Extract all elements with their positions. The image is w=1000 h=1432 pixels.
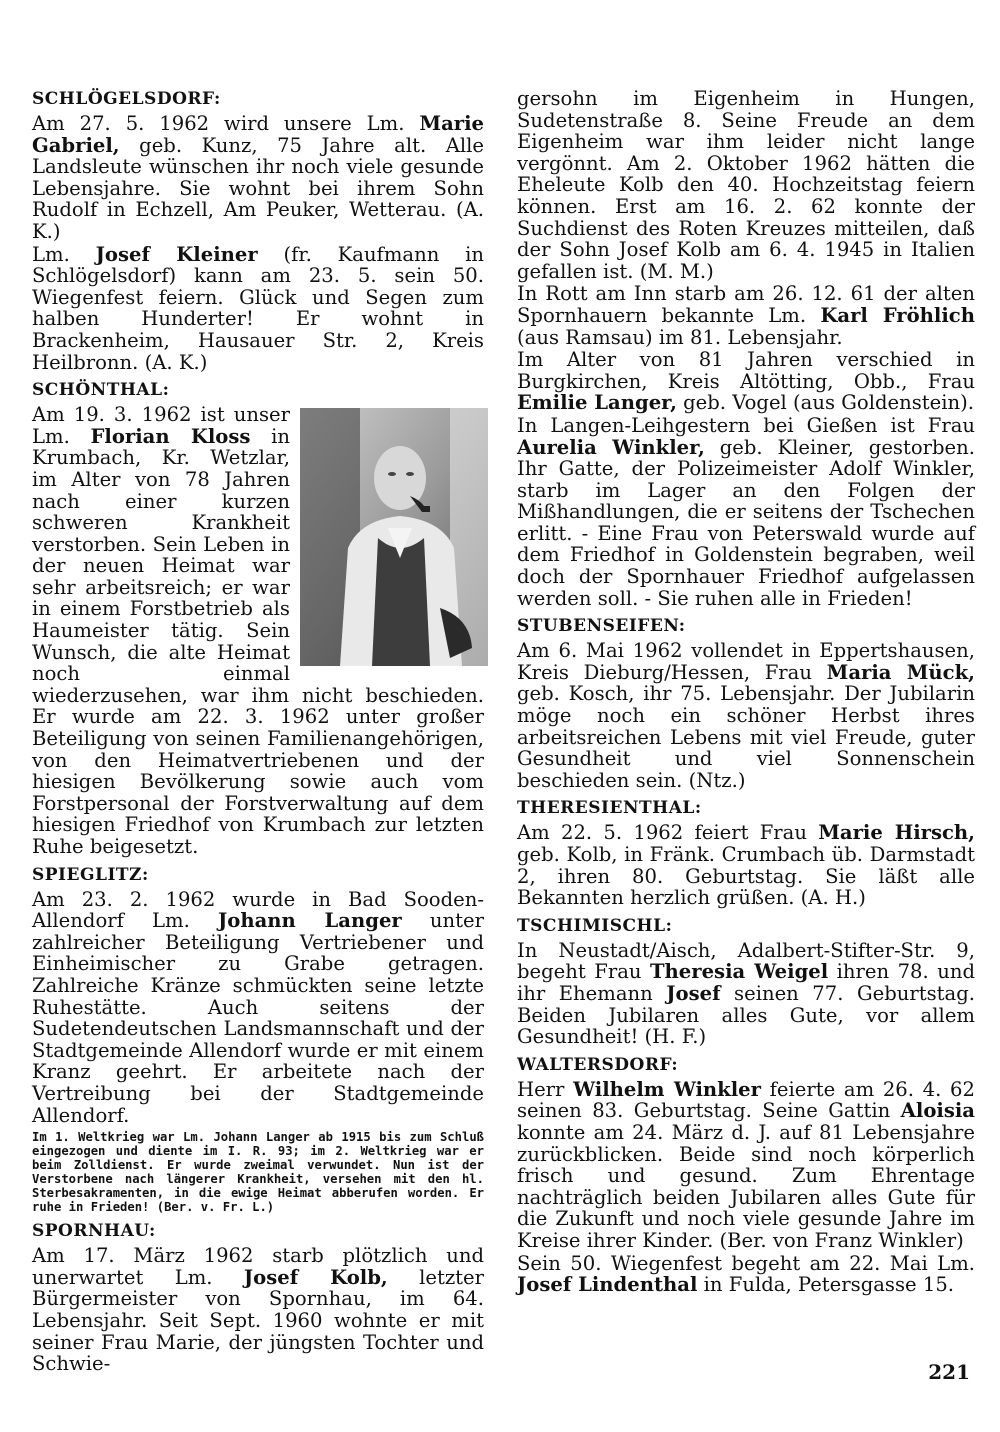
text-run: geb. Kolb, in Fränk. Crumbach üb. Darmstadt 2, ihren 80. Geburtstag. Sie läßt alle Bekannten herzlich grüßen. (A. H.) — [517, 843, 975, 910]
text-run: seinen 77. Geburtstag. Beiden Jubilaren alles Gute, vor allem Gesundheit! (H. F.) — [517, 981, 975, 1049]
bold-name: Florian Kloss — [90, 424, 251, 448]
paragraph — [517, 640, 975, 791]
paragraph — [517, 349, 975, 414]
right-column — [517, 88, 975, 1296]
section-heading-theresienthal: THERESIENTHAL: — [517, 798, 702, 819]
text-run: (fr. Kaufmann in Schlögelsdorf) kann am 23. 5. sein 50. Wiegenfest feiern. Glück und Segen zum halben Hunderter! Er wohnt in Brackenheim, Hausauer Str. 2, Kreis Heilbronn. (A. K.) — [32, 242, 484, 374]
text-run: (aus Ramsau) im 81. Lebensjahr. — [517, 325, 843, 349]
section-heading-waltersdorf: WALTERSDORF: — [517, 1054, 679, 1075]
text-run: geb. Kleiner, gestorben. Ihr Gatte, der Polizeimeister Adolf Winkler, starb im Lager an den Folgen der Mißhandlungen, die er seitens der Tschechen erlitt. - Eine Frau von Peterswald wurde auf dem Friedhof in Goldenstein begraben, weil doch der Spornhauer Friedhof aufgelassen werden soll. - Sie ruhen alle in Frieden! — [517, 435, 975, 610]
small-print-note: Im 1. Weltkrieg war Lm. Johann Langer ab 1915 bis zum Schluß eingezogen und diente im I. R. 93; im 2. Weltkrieg war er beim Zolldienst. Er wurde zweimal verwundet. Nun ist der Verstorbene nach längerer Krankheit, versehen mit den hl. Sterbesakramenten, in die ewige Heimat abberufen worden. Er ruhe in Frieden! (Ber. v. Fr. L.) — [32, 1130, 484, 1215]
section-heading-spieglitz: SPIEGLITZ: — [32, 864, 149, 885]
paragraph — [517, 822, 975, 908]
text-run: ihren 78. und ihr Ehemann — [517, 960, 975, 1005]
bold-name: Emilie Langer, — [517, 391, 677, 415]
text-run: konnte am 24. März d. J. auf 81 Lebensjahre zurückblicken. Beide sind noch körperlich frisch und gesund. Zum Ehrentage nachträglich beiden Jubilaren alles Gute für die Zukunft und noch viele gesunde Jahre im Kreise ihrer Kinder. (Ber. von Franz Winkler) — [517, 1120, 975, 1252]
paragraph — [517, 415, 975, 609]
text-run: in Krumbach, Kr. Wetzlar, im Alter von 78 Jahren nach einer kurzen schweren Krankheit verstorben. Sein Leben in der neuen Heimat war sehr arbeitsreich; er war in einem Forstbetrieb als Haumeister tätig. Sein Wunsch, die alte Heimat noch einmal wiederzusehen, war ihm nicht beschieden. Er wurde am 22. 3. 1962 unter großer Beteiligung von seinen Familienangehörigen, von den Heimatvertriebenen und der hiesigen Bevölkerung sowie auch vom Forstpersonal der Forstverwaltung auf dem hiesigen Friedhof von Krumbach zur letzten Ruhe beigesetzt. — [32, 424, 484, 858]
text-run: geb. Kosch, ihr 75. Lebensjahr. Der Jubilarin möge noch ein schöner Herbst ihres arbeitsreichen Lebens mit viel Freude, guter Gesundheit und viel Sonnenschein beschieden sein. (Ntz.) — [517, 682, 975, 792]
bold-name: Wilhelm Winkler — [573, 1077, 761, 1101]
page-number: 221 — [928, 1360, 970, 1384]
text-run: feierte am 26. 4. 62 seinen 83. Geburtstag. Seine Gattin — [517, 1077, 975, 1123]
paragraph — [32, 244, 484, 374]
section-heading-spornhau: SPORNHAU: — [32, 1221, 156, 1242]
bold-name: Johann Langer — [218, 909, 402, 933]
text-run: In Langen-Leihgestern bei Gießen ist Frau — [517, 413, 975, 437]
text-run: Am 22. 5. 1962 feiert Frau — [517, 821, 819, 845]
text-run: letzter Bürgermeister von Spornhau, im 64. Lebensjahr. Seit Sept. 1960 wohnte er mit seiner Frau Marie, der jüngsten Tochter und Schwie- — [32, 1265, 484, 1376]
text-run: geb. Kunz, 75 Jahre alt. Alle Landsleute wünschen ihr noch viele gesunde Lebensjahre. Sie wohnt bei ihrem Sohn Rudolf in Echzell, Am Peuker, Wetterau. (A. K.) — [32, 133, 484, 243]
text-run: unter zahlreicher Beteiligung Vertriebener und Einheimischer zu Grabe getragen. Zahlreiche Kränze schmückten seine letzte Ruhestätte. Auch seitens der Sudetendeutschen Landsmannschaft und der Stadtgemeinde Allendorf wurde er mit einem Kranz geehrt. Er arbeitete nach der Vertreibung bei der Stadtgemeinde Allendorf. — [32, 909, 484, 1127]
text-run: geb. Vogel (aus Goldenstein). — [676, 391, 975, 415]
section-heading-schoenthal: SCHÖNTHAL: — [32, 380, 170, 401]
text-run: Am 27. 5. 1962 wird unsere Lm. — [32, 112, 420, 135]
bold-name: Josef — [666, 981, 721, 1005]
text-run: Sein 50. Wiegenfest begeht am 22. Mai Lm. — [517, 1251, 975, 1275]
bold-name: Maria Mück, — [826, 660, 975, 684]
text-run: Am 17. März 1962 starb plötzlich und unerwartet Lm. — [32, 1244, 484, 1289]
paragraph — [517, 940, 975, 1048]
bold-name: Theresia Weigel — [649, 960, 829, 984]
bold-name: Josef Lindenthal — [517, 1273, 698, 1297]
bold-name: Aurelia Winkler, — [517, 435, 705, 459]
paragraph — [32, 1245, 484, 1375]
section-heading-tschimischl: TSCHIMISCHL: — [517, 915, 673, 936]
text-run: in Fulda, Petersgasse 15. — [697, 1273, 955, 1297]
text-run: Am 23. 2. 1962 wurde in Bad Sooden-Allendorf Lm. — [32, 887, 484, 933]
paragraph — [32, 113, 484, 243]
paragraph — [517, 283, 975, 348]
paragraph — [517, 88, 975, 282]
section-heading-stubenseifen: STUBENSEIFEN: — [517, 616, 686, 637]
section-heading-schloegelsdorf: SCHLÖGELSDORF: — [32, 89, 221, 109]
text-run: Herr — [517, 1077, 574, 1101]
bold-name: Josef Kleiner — [95, 242, 258, 266]
bold-name: Aloisia — [900, 1099, 975, 1123]
left-column — [32, 86, 484, 1375]
portrait-photo — [300, 408, 488, 666]
text-run: Am 19. 3. 1962 ist unser Lm. — [32, 403, 290, 448]
bold-name: Marie Gabriel, — [32, 112, 484, 157]
text-run: gersohn im Eigenheim in Hungen, Sudetenstraße 8. Seine Freude an dem Eigenheim war ihm leider nicht lange vergönnt. Am 2. Oktober 1962 hätten die Eheleute Kolb den 40. Hochzeitstag feiern können. Erst am 16. 2. 62 konnte der Suchdienst des Roten Kreuzes mitteilen, daß der Sohn Josef Kolb am 6. 4. 1945 in Italien gefallen ist. (M. M.) — [517, 87, 975, 283]
bold-name: Josef Kolb, — [243, 1265, 388, 1289]
text-run: Im Alter von 81 Jahren verschied in Burgkirchen, Kreis Altötting, Obb., Frau — [517, 348, 975, 393]
text-run: Lm. — [32, 242, 96, 266]
text-run: Am 6. Mai 1962 vollendet in Eppertshausen, Kreis Dieburg/Hessen, Frau — [517, 639, 975, 684]
paragraph — [517, 1079, 975, 1252]
bold-name: Marie Hirsch, — [818, 821, 975, 845]
text-run: In Rott am Inn starb am 26. 12. 61 der alten Spornhauern bekannte Lm. — [517, 282, 975, 327]
paragraph — [32, 889, 484, 1127]
text-run: In Neustadt/Aisch, Adalbert-Stifter-Str. 9, begeht Frau — [517, 938, 975, 984]
bold-name: Karl Fröhlich — [820, 303, 975, 327]
paragraph — [517, 1253, 975, 1296]
